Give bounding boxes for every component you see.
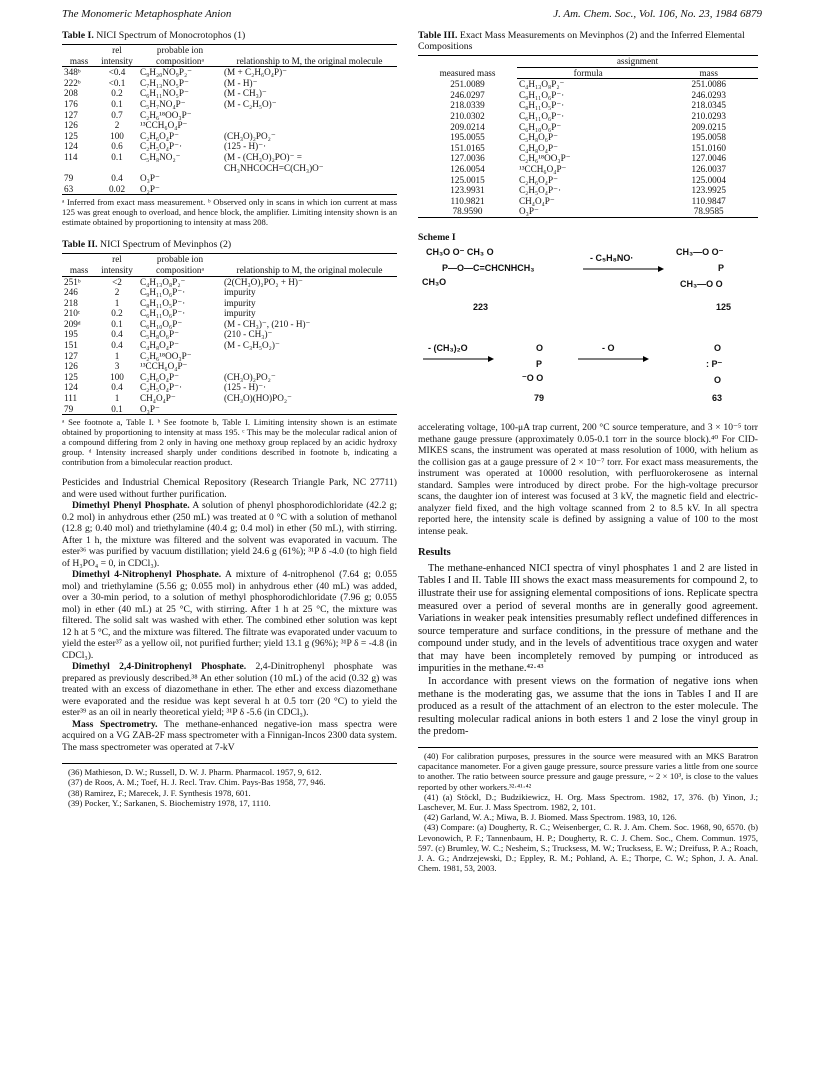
reference-item: (40) For calibration purposes, pressures in the source were measured with an MKS Baratron capacitance manometer. For a given gauge pressure, source pressure varies a little from one source to another. The ratio between source pressure and gauge pressure, ~ 2 × 10³, is close to the values reported by other workers.³²·⁴¹·⁴² bbox=[418, 751, 758, 792]
table-1-cell: C₅H₈NO₂⁻ bbox=[140, 151, 181, 162]
table-1-row bbox=[62, 99, 397, 110]
table-3-col-assignment: assignment bbox=[517, 56, 758, 68]
ion-63-low: O bbox=[714, 375, 722, 386]
table-3-cell: ¹³CCH₆O₄P⁻ bbox=[519, 163, 567, 174]
paragraph-body: A mixture of 4-nitrophenol (7.64 g; 0.055 mol) and triethylamine (5.56 g; 0.055 mol) in anhydrous ether (40 mL) was added, over a 30-min period, to a solution of methyl phosphorodichloridate (7.96 g; 0.055 mol) in ether (40 mL) at 25 °C, with stirring. After 1 h at 25 °C, the mixture was filtered. The solid salt was washed with ether. The combined ether solution was kept 12 h at 5 °C, and the mixture was filtered. The filtrate was evaporated under vacuum to yield the ester³⁷ as a yellow oil, not purified further; yield 13.1 g (96%); ³¹P δ = -4.8 (in CDCl₃). bbox=[62, 569, 397, 661]
table-3-cell: 78.9585 bbox=[693, 206, 724, 217]
ion-63-label: 63 bbox=[712, 393, 723, 404]
table-2-footnote: ᵃ See footnote a, Table I. ᵇ See footnote b, Table I. Limiting intensity shown is an estimate obtained by proportioning to intensity at mass 195. ᶜ This may be the molecular radical anion of a compound differing from 2 only in having one methoxy group replaced by an acidic hydroxy group. ᵈ Intensity increased sharply under conditions described in footnote b, indicating a contribution from a bimolecular reaction product. bbox=[62, 417, 397, 468]
table-1 bbox=[62, 30, 397, 227]
table-1-cell: 127 bbox=[64, 109, 78, 120]
table-3-caption bbox=[418, 30, 758, 52]
reference-item: (41) (a) Stöckl, D.; Budzikiewicz, H. Org. Mass Spectrom. 1982, 17, 376. (b) Yinon, J.; Laschever, M. Eur. J. Mass Spectrom. 1982, 2, 101. bbox=[418, 791, 758, 813]
table-2-cell: C₈H₁₁O₅P⁻· bbox=[140, 297, 186, 308]
ion-223-low: CH₃O bbox=[422, 277, 447, 288]
table-2-cell: C₂H₅O₄P⁻· bbox=[140, 382, 183, 393]
table-1-row bbox=[62, 67, 397, 78]
table-3-cell: 218.0345 bbox=[691, 100, 726, 111]
table-1-cell: <0.4 bbox=[108, 67, 126, 78]
table-2-cell: impurity bbox=[224, 297, 256, 308]
table-2-row bbox=[62, 276, 397, 287]
table-1-title: NICI Spectrum of Monocrotophos (1) bbox=[96, 30, 246, 41]
table-1-cell bbox=[222, 120, 397, 131]
table-2-row bbox=[62, 361, 397, 372]
table-2-cell: 2 bbox=[114, 287, 120, 298]
table-2-cell: 218 bbox=[64, 297, 78, 308]
table-3-cell: C₉H₁₁O₆P⁻· bbox=[519, 89, 565, 100]
table-1-cell bbox=[222, 173, 397, 184]
table-1-cell: 348ᵇ bbox=[64, 67, 81, 78]
table-3-cell: 251.0089 bbox=[450, 78, 485, 89]
table-2-cell: 251ᵇ bbox=[64, 276, 81, 287]
reference-item: (43) Compare: (a) Dougherty, R. C.; Weisenberger, C. R. J. Am. Chem. Soc. 1968, 90, 6570. (b) Levonowich, P. F.; Tannenbaum, H. P.; Dougherty, R. C. J. Chem. Soc., Chem. Commun. 1975, 597. (c) Brumley, W. C.; Nesheim, S.; Trucksess, M. W.; Trucksess, E. W.; Dreifuss, P. A.; Roach, J. A. G.; Andrzejewski, D.; Eppley, R. M.; Pohland, A. E.; Thorpe, C. W.; Sphon, J. A. Anal. Chem. 1981, 53, 2003. bbox=[418, 822, 758, 874]
table-1-cell: (CH₃O)₂PO₂⁻ bbox=[224, 130, 276, 141]
table-2-cell: 124 bbox=[64, 382, 78, 393]
table-2-cell: (125 - H)⁻· bbox=[224, 382, 267, 393]
table-2-cell: 0.4 bbox=[111, 382, 123, 393]
scheme-title: Scheme I bbox=[418, 231, 456, 243]
table-2-cell: 210ᶜ bbox=[64, 308, 81, 319]
ion-125-label: 125 bbox=[716, 302, 732, 313]
table-1-row bbox=[62, 120, 397, 131]
table-1-caption bbox=[62, 30, 397, 41]
table-1-cell: C₆H₁₁NO₅P⁻ bbox=[140, 88, 189, 99]
table-2-row bbox=[62, 298, 397, 309]
experimental-paragraph bbox=[62, 661, 397, 719]
table-2-row bbox=[62, 372, 397, 383]
table-3-cell: 209.0214 bbox=[450, 121, 485, 132]
table-3-cell: 210.0302 bbox=[450, 110, 485, 121]
experimental-paragraph bbox=[62, 500, 397, 569]
table-2 bbox=[62, 239, 397, 467]
table-1-footnote: ᵃ Inferred from exact mass measurement. ᵇ Observed only in scans in which ion current at mass 125 was great enough to overload, and hence block, the amplifier. Limiting intensity shown is an estimate obtained by proportioning to intensity at mass 208. bbox=[62, 197, 397, 228]
paragraph-body: The methane-enhanced negative-ion mass spectra were acquired on a VG ZAB-2F mass spectrometer with a Finnigan-Incos 2300 data system. The mass spectrometer was operated at 7-kV bbox=[62, 718, 397, 753]
table-3-col-calc-mass: mass bbox=[659, 67, 758, 79]
table-1-cell: 0.2 bbox=[111, 88, 123, 99]
paragraph-body: 2,4-Dinitrophenyl phosphate was prepared as previously described.³⁸ An ether solution (10 mL) of the acid (0.32 g) was treated with an excess of diazomethane in ether. The ether and excess diazomethane were evaporated and the residue was kept several h at 0.5 torr (20 °C) to yield the ester³⁹ as an oil in nearly theoretical yield; ³¹P δ -5.6 (in CDCl₃). bbox=[62, 661, 398, 719]
table-3-cell: 210.0293 bbox=[691, 110, 726, 121]
ion-79-low: ⁻O O bbox=[522, 373, 544, 384]
table-2-cell: (M - CH₃)⁻, (210 - H)⁻ bbox=[224, 318, 311, 329]
table-3-cell: 151.0165 bbox=[450, 142, 485, 153]
table-1-col-rel: rel intensity bbox=[96, 45, 138, 67]
table-3-row bbox=[418, 175, 758, 186]
table-3 bbox=[418, 30, 758, 218]
ion-125-top: CH₃—O O⁻ bbox=[676, 247, 724, 258]
table-2-cell: 127 bbox=[64, 350, 78, 361]
table-3-cell: 123.9925 bbox=[691, 185, 726, 196]
table-1-row bbox=[62, 131, 397, 142]
table-3-cell: O₃P⁻ bbox=[519, 206, 539, 217]
table-1-cell: (M - (CH₃O)₂PO)⁻ = bbox=[224, 151, 302, 162]
table-3-row bbox=[418, 90, 758, 101]
table-2-col-rel: rel intensity bbox=[96, 254, 138, 276]
table-3-row bbox=[418, 206, 758, 217]
table-1-cell: C₉H₂₀NO₉P₂⁻ bbox=[140, 67, 193, 78]
table-2-cell: C₆H₁₀O₆P⁻ bbox=[140, 318, 183, 329]
table-3-row bbox=[418, 153, 758, 164]
table-1-cell: 0.1 bbox=[111, 151, 123, 162]
table-3-col-formula: formula bbox=[517, 67, 659, 79]
results-paragraph-1: The methane-enhanced NICI spectra of vinyl phosphates 1 and 2 are listed in Tables I and II. Table III shows the exact mass measurements for compound 2, to illustrate their use for assigning elemental compositions of ions. Replicate spectra measured over a period of several months are in generally good agreement. Variations in weaker peak intensities presumably reflect undefined differences in source temperature and surface conditions, in the pressure of methane and the compound under study, and in the levels of adventitious trace oxygen and water that may have been incompletely removed by pumping or introduced as impurities in the methane.⁴²·⁴³ bbox=[418, 562, 758, 675]
table-2-cell bbox=[222, 351, 397, 362]
table-2-cell: 111 bbox=[64, 393, 78, 404]
table-2-cell: C₅H₈O₆P⁻ bbox=[140, 329, 179, 340]
table-2-cell: (CH₃O)(HO)PO₂⁻ bbox=[224, 393, 292, 404]
table-2-cell: 0.2 bbox=[111, 308, 123, 319]
table-2-cell: C₄H₁₃O₈P₂⁻ bbox=[140, 276, 186, 287]
paragraph-body: Pesticides and Industrial Chemical Repository (Research Triangle Park, NC 27711) and were used without further purification. bbox=[62, 477, 397, 500]
table-3-cell: 126.0037 bbox=[691, 163, 726, 174]
right-column bbox=[418, 30, 758, 873]
table-2-cell: 125 bbox=[64, 371, 78, 382]
table-1-row bbox=[62, 163, 397, 174]
table-1-cell: 176 bbox=[64, 98, 78, 109]
table-2-title: NICI Spectrum of Mevinphos (2) bbox=[100, 239, 232, 251]
table-3-cell: 127.0036 bbox=[450, 153, 485, 164]
table-2-cell: 0.1 bbox=[111, 318, 123, 329]
table-3-cell: 125.0004 bbox=[691, 174, 726, 185]
table-1-cell: (M - C₂H₅O)⁻ bbox=[224, 98, 277, 109]
reference-item: (42) Garland, W. A.; Miwa, B. J. Biomed. Mass Spectrom. 1983, 10, 126. bbox=[424, 812, 677, 823]
table-1-row bbox=[62, 173, 397, 184]
table-1-cell: C₇H₁₃NO₅P⁻ bbox=[140, 77, 189, 88]
ion-125-mid: P bbox=[718, 263, 725, 274]
table-2-cell: C₂H₆¹⁸OO₃P⁻ bbox=[140, 350, 192, 361]
table-3-cell: C₅H₈O₆P⁻ bbox=[519, 132, 558, 143]
table-3-cell: 110.9847 bbox=[691, 195, 726, 206]
table-1-cell: 100 bbox=[110, 130, 124, 141]
table-2-row bbox=[62, 340, 397, 351]
ion-63-mid: : P⁻ bbox=[706, 359, 723, 370]
table-3-row bbox=[418, 143, 758, 154]
left-column bbox=[62, 30, 397, 808]
table-3-row bbox=[418, 79, 758, 90]
experimental-paragraph bbox=[62, 477, 397, 500]
table-1-cell: 0.1 bbox=[111, 98, 123, 109]
header-citation: J. Am. Chem. Soc., Vol. 106, No. 23, 1984 6879 bbox=[553, 8, 762, 20]
table-1-cell: 125 bbox=[64, 130, 78, 141]
ion-63-top: O bbox=[714, 343, 722, 354]
table-2-cell: ¹³CCH₆O₄P⁻ bbox=[140, 361, 188, 372]
table-3-cell: 110.9821 bbox=[450, 195, 485, 206]
table-1-cell bbox=[138, 163, 222, 174]
table-2-caption bbox=[62, 239, 397, 250]
table-2-cell: (2(CH₃O)₂PO₂ + H)⁻ bbox=[224, 276, 303, 287]
table-2-cell: (210 - CH₃)⁻ bbox=[224, 329, 273, 340]
table-2-cell: impurity bbox=[224, 287, 256, 298]
ion-223-label: 223 bbox=[473, 302, 489, 313]
table-1-cell: 2 bbox=[114, 120, 120, 131]
paragraph-run-in-heading: Dimethyl 2,4-Dinitrophenyl Phosphate. bbox=[72, 661, 247, 673]
table-3-cell: 246.0293 bbox=[691, 89, 726, 100]
table-2-cell: 0.4 bbox=[111, 329, 123, 340]
methods-continued: accelerating voltage, 100-μA trap current, 200 °C source temperature, and 3 × 10⁻⁵ torr methane gauge pressure (approximately 0.05-0.1 torr in the source block).⁴⁰ For CID-MIKES scans, the instrument was operated at mass resolution of 1000, with helium as the collision gas at a gauge pressure of 2 × 10⁻⁷ torr. For exact mass measurements, the instrument was operated at 10000 resolution, with perfluorokerosene as internal standard. Samples were introduced by direct probe. For the high-voltage precursor scans, the daughter ion of interest was focused at 3 kV, the magnetic field and electric-analyzer field fixed, and the high voltage scanned from 2 to 8.5 kV. In all spectra reported here, the intensity scale is defined by assigning a value of 100 to the most intense peak. bbox=[418, 422, 758, 537]
table-1-grid bbox=[62, 44, 397, 195]
table-1-cell: (M - CH₃)⁻ bbox=[224, 88, 267, 99]
results-paragraph-2: In accordance with present views on the formation of negative ions when methane is the moderating gas, we assume that the ions in Tables I and II are produced as a result of the attachment of an electron to the ester molecule. The resulting molecular radical anions in both esters 1 and 2 lose the vinyl group in the predom- bbox=[418, 676, 758, 738]
table-1-cell: 0.7 bbox=[111, 109, 123, 120]
table-3-cell: 151.0160 bbox=[691, 142, 726, 153]
table-3-cell: 246.0297 bbox=[450, 89, 485, 100]
table-2-cell: 209ᵈ bbox=[64, 318, 81, 329]
table-3-cell: 125.0015 bbox=[450, 174, 485, 185]
table-3-row bbox=[418, 111, 758, 122]
table-3-cell: C₆H₁₀O₆P⁻ bbox=[519, 121, 562, 132]
table-3-cell: C₆H₁₁O₆P⁻· bbox=[519, 110, 565, 121]
table-3-row bbox=[418, 164, 758, 175]
paragraph-run-in-heading: Mass Spectrometry. bbox=[72, 718, 158, 730]
ion-79-label: 79 bbox=[534, 393, 545, 404]
table-1-cell: 79 bbox=[64, 173, 74, 184]
table-2-cell: C₂H₆O₄P⁻ bbox=[140, 371, 179, 382]
table-3-cell: 195.0058 bbox=[691, 132, 726, 143]
table-1-cell: (125 - H)⁻· bbox=[224, 141, 267, 152]
table-1-cell: C₂H₅O₄P⁻· bbox=[140, 141, 183, 152]
paragraph-run-in-heading: Dimethyl 4-Nitrophenyl Phosphate. bbox=[72, 569, 222, 581]
table-1-col-mass: mass bbox=[62, 45, 96, 67]
table-3-cell: C₂H₆¹⁸OO₃P⁻ bbox=[519, 153, 571, 164]
table-2-cell: 195 bbox=[64, 329, 78, 340]
experimental-paragraph bbox=[62, 569, 397, 661]
table-2-cell: impurity bbox=[224, 308, 256, 319]
ion-223-mid: P—O—C=CHCNHCH₃ bbox=[442, 263, 535, 274]
table-2-row bbox=[62, 393, 397, 404]
table-3-cell: C₄H₁₃O₈P₂⁻ bbox=[519, 79, 565, 90]
table-1-cell: 126 bbox=[64, 120, 78, 131]
table-2-cell: C₄H₈O₄P⁻ bbox=[140, 340, 179, 351]
table-2-cell: (M - C₃H₅O₂)⁻ bbox=[224, 340, 280, 351]
table-2-row bbox=[62, 319, 397, 330]
header-title: The Monomeric Metaphosphate Anion bbox=[62, 8, 232, 20]
table-1-cell: 63 bbox=[64, 183, 74, 194]
table-2-cell: (CH₃O)₂PO₂⁻ bbox=[224, 371, 276, 382]
table-3-grid bbox=[418, 55, 758, 218]
table-3-row bbox=[418, 132, 758, 143]
ion-223-top: CH₃O O⁻ CH₃ O bbox=[426, 247, 494, 258]
table-3-cell: 251.0086 bbox=[691, 79, 726, 90]
loss-arrow-2-label: - (CH₃)₂O bbox=[428, 343, 468, 354]
experimental-paragraph bbox=[62, 719, 397, 754]
table-1-cell: 208 bbox=[64, 88, 78, 99]
table-1-cell: 124 bbox=[64, 141, 78, 152]
table-1-cell: ¹³CCH₆O₄P⁻ bbox=[140, 120, 188, 131]
table-2-col-mass: mass bbox=[62, 254, 96, 276]
table-2-cell: 1 bbox=[114, 350, 120, 361]
table-1-cell: 0.6 bbox=[111, 141, 123, 152]
reference-item: (39) Pocker, Y.; Sarkanen, S. Biochemistry 1978, 17, 1110. bbox=[68, 797, 271, 808]
table-3-row bbox=[418, 100, 758, 111]
table-1-cell: 0.02 bbox=[108, 183, 126, 194]
table-3-cell: C₂H₅O₄P⁻· bbox=[519, 185, 562, 196]
table-1-cell: CH₃NHCOCH=C(CH₃)O⁻ bbox=[224, 162, 324, 173]
table-2-cell: 151 bbox=[64, 340, 78, 351]
table-1-cell: C₂H₆¹⁸OO₃P⁻ bbox=[140, 109, 192, 120]
table-2-row bbox=[62, 404, 397, 415]
table-2-cell: CH₄O₄P⁻ bbox=[140, 393, 176, 404]
table-2-cell: 1 bbox=[114, 393, 120, 404]
table-2-cell: C₉H₁₁O₆P⁻· bbox=[140, 287, 186, 298]
scheme-1 bbox=[418, 247, 758, 422]
table-2-cell: O₃P⁻ bbox=[140, 403, 160, 414]
table-2-row bbox=[62, 382, 397, 393]
table-3-cell: 218.0339 bbox=[450, 100, 485, 111]
table-1-row bbox=[62, 184, 397, 195]
table-1-row bbox=[62, 152, 397, 163]
table-3-cell: C₈H₁₁O₅P⁻· bbox=[519, 100, 565, 111]
table-2-row bbox=[62, 308, 397, 319]
table-3-cell: 78.9590 bbox=[452, 206, 483, 217]
table-1-cell: C₂H₆O₄P⁻ bbox=[140, 130, 179, 141]
table-3-cell: 209.0215 bbox=[691, 121, 726, 132]
loss-arrow-1-label: - C₅H₈NO· bbox=[590, 253, 634, 264]
table-1-row bbox=[62, 141, 397, 152]
table-3-label: Table III. bbox=[418, 30, 458, 41]
table-2-cell: 3 bbox=[114, 361, 120, 372]
table-3-cell: 195.0055 bbox=[450, 132, 485, 143]
table-1-cell: (M + C₂H₆O₄P)⁻ bbox=[224, 67, 288, 78]
table-1-label: Table I. bbox=[62, 30, 94, 41]
table-2-cell bbox=[222, 361, 397, 372]
table-1-cell: <0.1 bbox=[108, 77, 126, 88]
table-2-cell: 0.1 bbox=[111, 403, 123, 414]
results-heading: Results bbox=[418, 547, 451, 559]
table-1-cell: 222ᵇ bbox=[64, 77, 81, 88]
table-2-row bbox=[62, 329, 397, 340]
reference-item: (38) Ramirez, F.; Marecek, J. F. Synthesis 1978, 601. bbox=[68, 787, 251, 798]
table-1-col-relationship: relationship to M, the original molecule bbox=[222, 45, 397, 67]
table-1-cell: O₂P⁻ bbox=[140, 183, 160, 194]
table-2-cell: 126 bbox=[64, 361, 78, 372]
table-1-cell bbox=[96, 163, 138, 174]
table-3-cell: C₄H₈O₄P⁻ bbox=[519, 142, 558, 153]
table-2-cell: 100 bbox=[110, 371, 124, 382]
paragraph-body: A solution of phenyl phosphorodichloridate (42.2 g; 0.2 mol) in anhydrous ether (250 mL) was treated at 0 °C with a solution of methanol (12.8 g; 0.40 mol) and triethylamine (40.4 g; 0.4 mol) in ether (50 mL), with stirring. After 1 h, the mixture was filtered and the solvent was evaporated in vacuum. The ester³⁶ was purified by vacuum distillation; yield 24.6 g (61%); ³¹P δ -4.0 (to high field of H₃PO₄ = 0, in CDCl₃). bbox=[62, 500, 397, 569]
table-2-cell: 1 bbox=[114, 297, 120, 308]
table-2-col-relationship: relationship to M, the original molecule bbox=[222, 254, 397, 276]
ion-125-low: CH₃—O O bbox=[680, 279, 723, 290]
table-2-cell: 246 bbox=[64, 287, 78, 298]
experimental-text bbox=[62, 477, 397, 753]
table-2-col-composition: probable ion compositionᵃ bbox=[138, 254, 222, 276]
reference-item: (37) de Roos, A. M.; Toef, H. J. Recl. Trav. Chim. Pays-Bas 1958, 77, 946. bbox=[68, 777, 326, 788]
table-1-cell: (M - H)⁻ bbox=[224, 77, 258, 88]
table-2-cell: 79 bbox=[64, 403, 74, 414]
table-3-cell: 127.0046 bbox=[691, 153, 726, 164]
table-2-row bbox=[62, 287, 397, 298]
table-1-row bbox=[62, 88, 397, 99]
left-references bbox=[62, 763, 397, 808]
table-1-col-composition: probable ion compositionᵃ bbox=[138, 45, 222, 67]
table-2-row bbox=[62, 351, 397, 362]
table-3-cell: C₂H₆O₄P⁻ bbox=[519, 174, 558, 185]
table-1-cell: C₅H₇NO₄P⁻ bbox=[140, 98, 186, 109]
table-1-cell bbox=[222, 184, 397, 195]
table-3-col-measured: measured mass bbox=[439, 68, 496, 79]
table-3-row bbox=[418, 122, 758, 133]
ion-79-mid: P bbox=[536, 359, 543, 370]
table-3-row bbox=[418, 185, 758, 196]
reference-item: (36) Mathieson, D. W.; Russell, D. W. J. Pharm. Pharmacol. 1957, 9, 612. bbox=[68, 767, 322, 778]
table-2-cell: C₆H₁₁O₆P⁻· bbox=[140, 308, 186, 319]
table-3-cell: 126.0054 bbox=[450, 163, 485, 174]
table-1-cell: 114 bbox=[64, 151, 78, 162]
table-1-cell bbox=[62, 163, 96, 174]
table-2-label: Table II. bbox=[62, 239, 98, 251]
table-1-row bbox=[62, 78, 397, 89]
table-1-row bbox=[62, 110, 397, 121]
table-1-cell bbox=[222, 110, 397, 121]
table-2-grid bbox=[62, 253, 397, 415]
table-1-cell: 0.4 bbox=[111, 173, 123, 184]
paragraph-run-in-heading: Dimethyl Phenyl Phosphate. bbox=[72, 500, 190, 512]
table-3-cell: 123.9931 bbox=[450, 185, 485, 196]
table-2-cell bbox=[222, 404, 397, 415]
table-3-cell: CH₄O₄P⁻ bbox=[519, 195, 555, 206]
table-1-cell: O₃P⁻ bbox=[140, 173, 160, 184]
table-2-cell: 0.4 bbox=[111, 340, 123, 351]
right-references bbox=[418, 747, 758, 873]
table-2-cell: <2 bbox=[112, 276, 122, 287]
table-3-title: Exact Mass Measurements on Mevinphos (2) and the Inferred Elemental Compositions bbox=[418, 30, 745, 52]
loss-arrow-3-label: - O bbox=[602, 343, 615, 354]
table-3-row bbox=[418, 196, 758, 207]
ion-79-top: O bbox=[536, 343, 544, 354]
